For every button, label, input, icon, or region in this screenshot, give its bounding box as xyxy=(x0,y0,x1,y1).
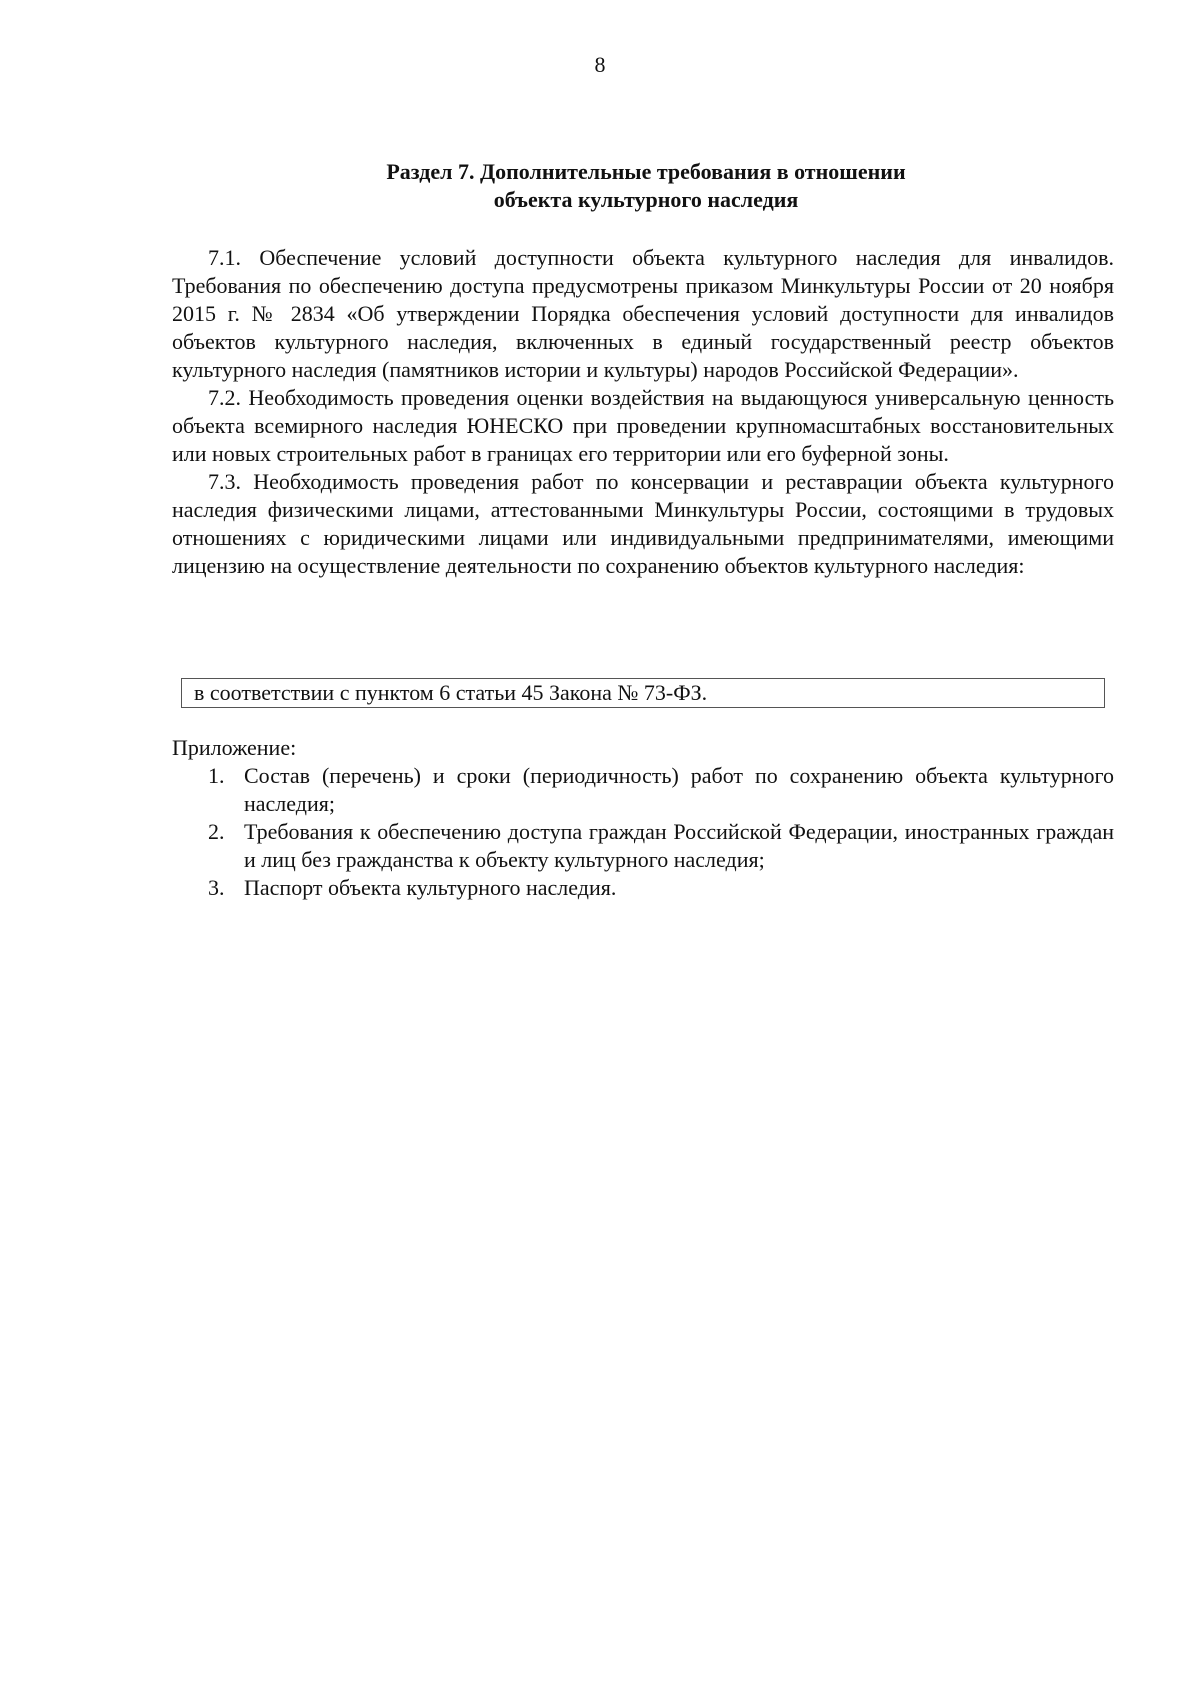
list-item xyxy=(172,762,1114,818)
reference-box: в соответствии с пунктом 6 статьи 45 Закона № 73-ФЗ. xyxy=(181,678,1105,708)
list-item-text: Паспорт объекта культурного наследия. xyxy=(244,875,617,900)
list-item xyxy=(172,818,1114,874)
appendix-list xyxy=(172,762,1114,902)
list-item-text: Состав (перечень) и сроки (периодичность) работ по сохранению объекта культурного наследия; xyxy=(244,763,1114,816)
list-item xyxy=(172,874,1114,902)
section-title-line-1: Раздел 7. Дополнительные требования в отношении xyxy=(386,159,906,184)
section-title xyxy=(172,158,1120,214)
appendix-block xyxy=(172,734,1114,902)
paragraph-7-3: 7.3. Необходимость проведения работ по консервации и реставрации объекта культурного наследия физическими лицами, аттестованными Минкультуры России, состоящими в трудовых отношениях с юридическими лицами или индивидуальными предпринимателями, имеющими лицензию на осуществление деятельности по сохранению объектов культурного наследия: xyxy=(172,469,1114,578)
paragraph-7-2: 7.2. Необходимость проведения оценки воздействия на выдающуюся универсальную ценность объекта всемирного наследия ЮНЕСКО при проведении крупномасштабных восстановительных или новых строительных работ в границах его территории или его буферной зоны. xyxy=(172,385,1114,466)
section-title-line-2: объекта культурного наследия xyxy=(493,187,799,212)
section-body xyxy=(172,244,1114,580)
page-number: 8 xyxy=(594,52,606,77)
list-item-text: Требования к обеспечению доступа граждан Российской Федерации, иностранных граждан и лиц без гражданства к объекту культурного наследия; xyxy=(244,819,1114,872)
list-item-number: 2. xyxy=(208,819,225,844)
list-item-number: 3. xyxy=(208,875,225,900)
appendix-title: Приложение: xyxy=(172,735,297,760)
paragraph-7-1: 7.1. Обеспечение условий доступности объекта культурного наследия для инвалидов. Требования по обеспечению доступа предусмотрены приказом Минкультуры России от 20 ноября 2015 г. № 2834 «Об утверждении Порядка обеспечения условий доступности для инвалидов объектов культурного наследия, включенных в единый государственный реестр объектов культурного наследия (памятников истории и культуры) народов Российской Федерации». xyxy=(172,245,1114,382)
list-item-number: 1. xyxy=(208,763,225,788)
